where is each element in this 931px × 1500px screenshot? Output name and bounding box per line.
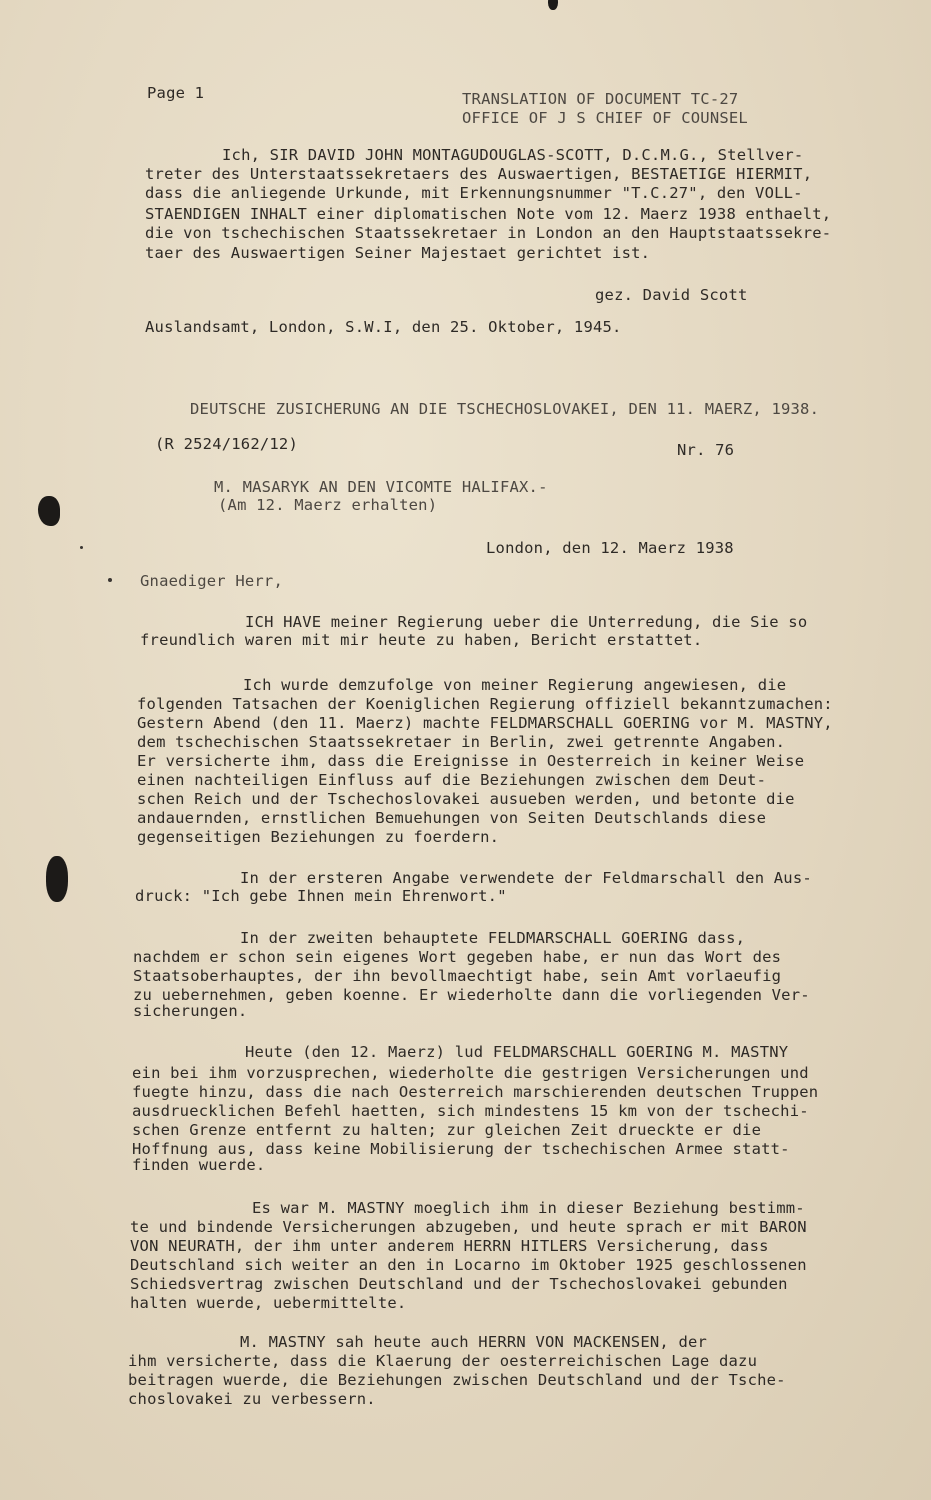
paragraph-line: fuegte hinzu, dass die nach Oesterreich marschierenden deutschen Truppen — [132, 1083, 819, 1101]
paragraph-line: VON NEURATH, der ihm unter anderem HERRN HITLERS Versicherung, dass — [130, 1237, 769, 1255]
note-number: Nr. 76 — [677, 441, 735, 459]
paragraph-line: Hoffnung aus, dass keine Mobilisierung der tschechischen Armee statt- — [132, 1140, 790, 1158]
paragraph-line: druck: "Ich gebe Ihnen mein Ehrenwort." — [135, 887, 507, 905]
document-title-header: TRANSLATION OF DOCUMENT TC-27 — [462, 90, 739, 108]
paragraph-line: sicherungen. — [133, 1002, 248, 1020]
ink-speck — [108, 578, 112, 582]
paragraph-line: te und bindende Versicherungen abzugeben, und heute sprach er mit BARON — [130, 1218, 807, 1236]
certification-line: taer des Auswaertigen Seiner Majestaet gerichtet ist. — [145, 244, 651, 262]
paragraph-line: Er versicherte ihm, dass die Ereignisse in Oesterreich in keiner Weise — [137, 752, 805, 770]
salutation: Gnaediger Herr, — [140, 572, 283, 590]
paragraph-line: In der ersteren Angabe verwendete der Feldmarschall den Aus- — [240, 869, 812, 887]
paragraph-line: ausdruecklichen Befehl haetten, sich mindestens 15 km von der tschechi- — [132, 1102, 809, 1120]
paragraph-line: ein bei ihm vorzusprechen, wiederholte die gestrigen Versicherungen und — [132, 1064, 809, 1082]
paragraph-line: nachdem er schon sein eigenes Wort gegeben habe, er nun das Wort des — [133, 948, 782, 966]
document-title: DEUTSCHE ZUSICHERUNG AN DIE TSCHECHOSLOVAKEI, DEN 11. MAERZ, 1938. — [190, 400, 820, 418]
paragraph-line: Es war M. MASTNY moeglich ihm in dieser Beziehung bestimm- — [252, 1199, 805, 1217]
paragraph-line: M. MASTNY sah heute auch HERRN VON MACKENSEN, der — [240, 1333, 708, 1351]
certification-place-date: Auslandsamt, London, S.W.I, den 25. Oktober, 1945. — [145, 318, 622, 336]
paragraph-line: einen nachteiligen Einfluss auf die Beziehungen zwischen dem Deut- — [137, 771, 767, 789]
paragraph-line: schen Reich und der Tschechoslovakei ausueben werden, und betonte die — [137, 790, 795, 808]
certification-line: treter des Unterstaatssekretaers des Auswaertigen, BESTAETIGE HIERMIT, — [145, 165, 813, 183]
received-date: (Am 12. Maerz erhalten) — [218, 496, 438, 514]
paragraph-line: Gestern Abend (den 11. Maerz) machte FELDMARSCHALL GOERING vor M. MASTNY, — [137, 714, 833, 732]
certification-line: dass die anliegende Urkunde, mit Erkennungsnummer "T.C.27", den VOLL- — [145, 184, 803, 202]
paragraph-line: andauernden, ernstlichen Bemuehungen von Seiten Deutschlands diese — [137, 809, 767, 827]
paragraph-line: gegenseitigen Beziehungen zu foerdern. — [137, 828, 500, 846]
certification-line: die von tschechischen Staatssekretaer in London an den Hauptstaatssekre- — [145, 224, 832, 242]
punch-hole-top — [548, 0, 558, 10]
paragraph-line: Ich wurde demzufolge von meiner Regierung angewiesen, die — [243, 676, 787, 694]
paragraph-line: In der zweiten behauptete FELDMARSCHALL GOERING dass, — [240, 929, 746, 947]
paragraph-line: folgenden Tatsachen der Koeniglichen Regierung offiziell bekanntzumachen: — [137, 695, 833, 713]
certification-line: Ich, SIR DAVID JOHN MONTAGUDOUGLAS-SCOTT, D.C.M.G., Stellver- — [222, 146, 804, 164]
paragraph-line: ICH HAVE meiner Regierung ueber die Unterredung, die Sie so — [245, 613, 808, 631]
paragraph-line: finden wuerde. — [132, 1156, 266, 1174]
punch-hole-lower — [46, 856, 68, 902]
page-label: Page 1 — [147, 84, 205, 102]
punch-hole-middle — [38, 496, 60, 526]
paragraph-line: halten wuerde, uebermittelte. — [130, 1294, 407, 1312]
paragraph-line: dem tschechischen Staatssekretaer in Berlin, zwei getrennte Angaben. — [137, 733, 786, 751]
reference-number: (R 2524/162/12) — [155, 435, 298, 453]
paragraph-line: ihm versicherte, dass die Klaerung der oesterreichischen Lage dazu — [128, 1352, 758, 1370]
office-header: OFFICE OF J S CHIEF OF COUNSEL — [462, 109, 748, 127]
signature: gez. David Scott — [595, 286, 748, 304]
paragraph-line: beitragen wuerde, die Beziehungen zwischen Deutschland und der Tsche- — [128, 1371, 786, 1389]
ink-speck — [80, 546, 83, 549]
paragraph-line: Heute (den 12. Maerz) lud FELDMARSCHALL GOERING M. MASTNY — [245, 1043, 789, 1061]
paragraph-line: freundlich waren mit mir heute zu haben, Bericht erstattet. — [140, 631, 703, 649]
paragraph-line: choslovakei zu verbessern. — [128, 1390, 376, 1408]
paragraph-line: schen Grenze entfernt zu halten; zur gleichen Zeit drueckte er die — [132, 1121, 762, 1139]
paragraph-line: Staatsoberhauptes, der ihn bevollmaechtigt habe, sein Amt vorlaeufig — [133, 967, 782, 985]
certification-line: STAENDIGEN INHALT einer diplomatischen Note vom 12. Maerz 1938 enthaelt, — [145, 205, 832, 223]
letter-place-date: London, den 12. Maerz 1938 — [486, 539, 734, 557]
sender-recipient: M. MASARYK AN DEN VICOMTE HALIFAX.- — [214, 478, 548, 496]
paragraph-line: Deutschland sich weiter an den in Locarno im Oktober 1925 geschlossenen — [130, 1256, 807, 1274]
paragraph-line: Schiedsvertrag zwischen Deutschland und der Tschechoslovakei gebunden — [130, 1275, 788, 1293]
paragraph-line: zu uebernehmen, geben koenne. Er wiederholte dann die vorliegenden Ver- — [133, 986, 810, 1004]
